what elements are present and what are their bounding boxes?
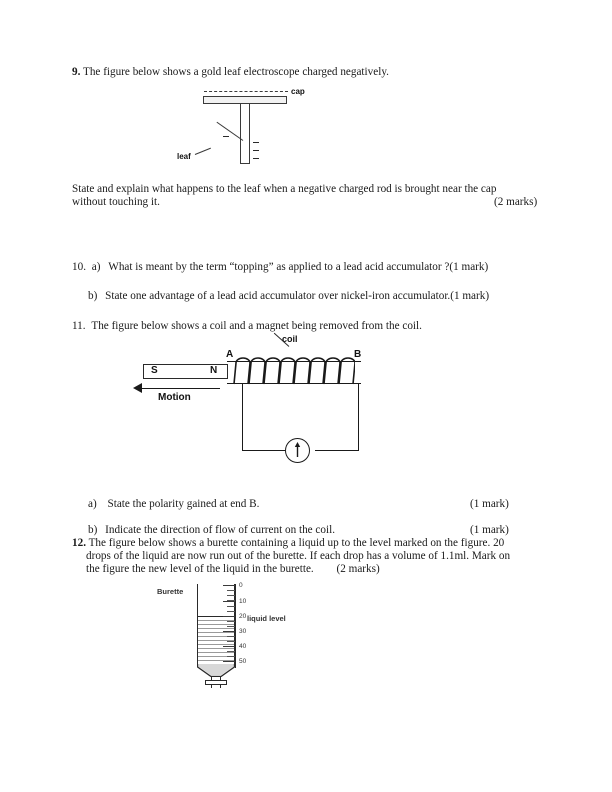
- question-10-part-a-marks: (1 mark): [449, 261, 489, 273]
- electroscope-cap-plate: [203, 96, 287, 104]
- magnet-south-pole-label: S: [151, 365, 158, 376]
- question-9-marks: (2 marks): [494, 196, 538, 208]
- question-11-part-b-marks: (1 mark): [470, 524, 509, 536]
- motion-label: Motion: [158, 392, 191, 403]
- electroscope-cap-charge-dashes: [204, 91, 288, 92]
- question-10-part-a-label: a): [91, 261, 101, 273]
- burette-scale-number: 30: [239, 628, 247, 635]
- motion-arrow-head: [133, 383, 142, 393]
- question-12-body-line3: [86, 563, 380, 576]
- burette-tick-major: [223, 646, 235, 647]
- burette-tick-major: [223, 601, 235, 602]
- circuit-wire-right: [358, 383, 359, 451]
- motion-arrow-line: [140, 388, 220, 389]
- minus-sign-rod-1: [253, 142, 259, 143]
- coil-core-bottom-line: [227, 383, 361, 384]
- question-11-stem: [72, 320, 542, 333]
- figure-coil-and-magnet: [130, 334, 362, 464]
- burette-tick-minor: [227, 636, 235, 637]
- question-11-part-a-label: a): [88, 498, 97, 510]
- burette-scale-number: 0: [239, 582, 243, 589]
- burette-scale-number: 40: [239, 643, 247, 650]
- coil-core-top-line: [227, 361, 361, 362]
- question-12-body-line2: drops of the liquid are now run out of the burette. If each drop has a volume of 1.1ml. Mark on: [86, 550, 511, 562]
- circuit-wire-left: [242, 383, 243, 451]
- burette-tick-major: [223, 631, 235, 632]
- circuit-wire-bottom-right: [315, 450, 359, 451]
- circuit-wire-bottom-left: [242, 450, 286, 451]
- question-11-number: 11.: [72, 320, 86, 332]
- question-12-text-line3: the figure the new level of the liquid in the burette.: [86, 563, 314, 575]
- magnet-north-pole-label: N: [210, 365, 218, 376]
- burette-tick-minor: [227, 641, 235, 642]
- question-11-part-b-text: Indicate the direction of flow of current on the coil.: [105, 524, 336, 536]
- liquid-level-label: liquid level: [247, 614, 286, 623]
- coil-label: coil: [282, 334, 298, 344]
- question-11-part-a-text: State the polarity gained at end B.: [107, 498, 260, 510]
- question-10-part-b: [88, 290, 548, 303]
- question-11-stem-text: The figure below shows a coil and a magnet being removed from the coil.: [91, 320, 422, 332]
- burette-tick-minor: [227, 651, 235, 652]
- coil-end-b-label: B: [354, 349, 362, 360]
- electroscope-cap-label: cap: [291, 87, 305, 96]
- question-10-part-b-label: b): [88, 290, 98, 302]
- burette-scale-number: 10: [239, 598, 247, 605]
- question-12-marks: (2 marks): [336, 563, 380, 575]
- question-10-part-a-text: What is meant by the term “topping” as applied to a lead acid accumulator ?: [108, 261, 450, 273]
- figure-gold-leaf-electroscope: [177, 84, 315, 180]
- figure-burette: [155, 582, 315, 692]
- question-9-number: 9.: [72, 66, 81, 78]
- minus-sign-rod-3: [253, 158, 259, 159]
- burette-scale-axis: [235, 584, 236, 668]
- burette-tick-minor: [227, 621, 235, 622]
- question-10-part-a: [72, 261, 542, 274]
- burette-tick-minor: [227, 590, 235, 591]
- question-9-body-line2: without touching it.: [72, 196, 160, 208]
- burette-scale-number: 50: [239, 658, 247, 665]
- burette-tick-major: [223, 585, 235, 586]
- galvanometer-needle-icon: [285, 438, 310, 463]
- question-10-part-b-text: State one advantage of a lead acid accumulator over nickel-iron accumulator.: [105, 290, 451, 302]
- burette-tick-minor: [227, 656, 235, 657]
- coil-end-a-label: A: [226, 349, 234, 360]
- electroscope-rod-base: [240, 163, 250, 164]
- minus-sign-rod-2: [253, 150, 259, 151]
- question-10-part-b-marks: (1 mark): [450, 290, 490, 302]
- burette-tick-minor: [227, 606, 235, 607]
- question-11-part-a-marks: (1 mark): [470, 498, 509, 510]
- electroscope-rod: [240, 104, 250, 164]
- burette-label: Burette: [157, 587, 184, 596]
- question-9-stem-text: The figure below shows a gold leaf electroscope charged negatively.: [83, 66, 389, 78]
- burette-tick-minor: [227, 595, 235, 596]
- burette-tick-minor: [227, 611, 235, 612]
- question-11-part-b-label: b): [88, 524, 98, 536]
- question-9-stem: [72, 66, 542, 79]
- burette-stopcock: [205, 680, 227, 685]
- burette-scale-number: 20: [239, 613, 247, 620]
- burette-tick-minor: [227, 626, 235, 627]
- question-10-number: 10.: [72, 261, 86, 273]
- electroscope-leaf-label: leaf: [177, 152, 191, 161]
- burette-tick-major: [223, 661, 235, 662]
- question-9-body-line1: State and explain what happens to the leaf when a negative charged rod is brought near the cap: [72, 183, 497, 195]
- electroscope-leaf-leader-line: [195, 148, 211, 155]
- burette-tick-major: [223, 616, 235, 617]
- question-12-number: 12.: [72, 537, 86, 549]
- question-12-body-line1: [72, 537, 542, 550]
- question-12-text-line1: The figure below shows a burette containing a liquid up to the level marked on the figure. 20: [88, 537, 505, 549]
- minus-sign-leaf-1: [223, 136, 229, 137]
